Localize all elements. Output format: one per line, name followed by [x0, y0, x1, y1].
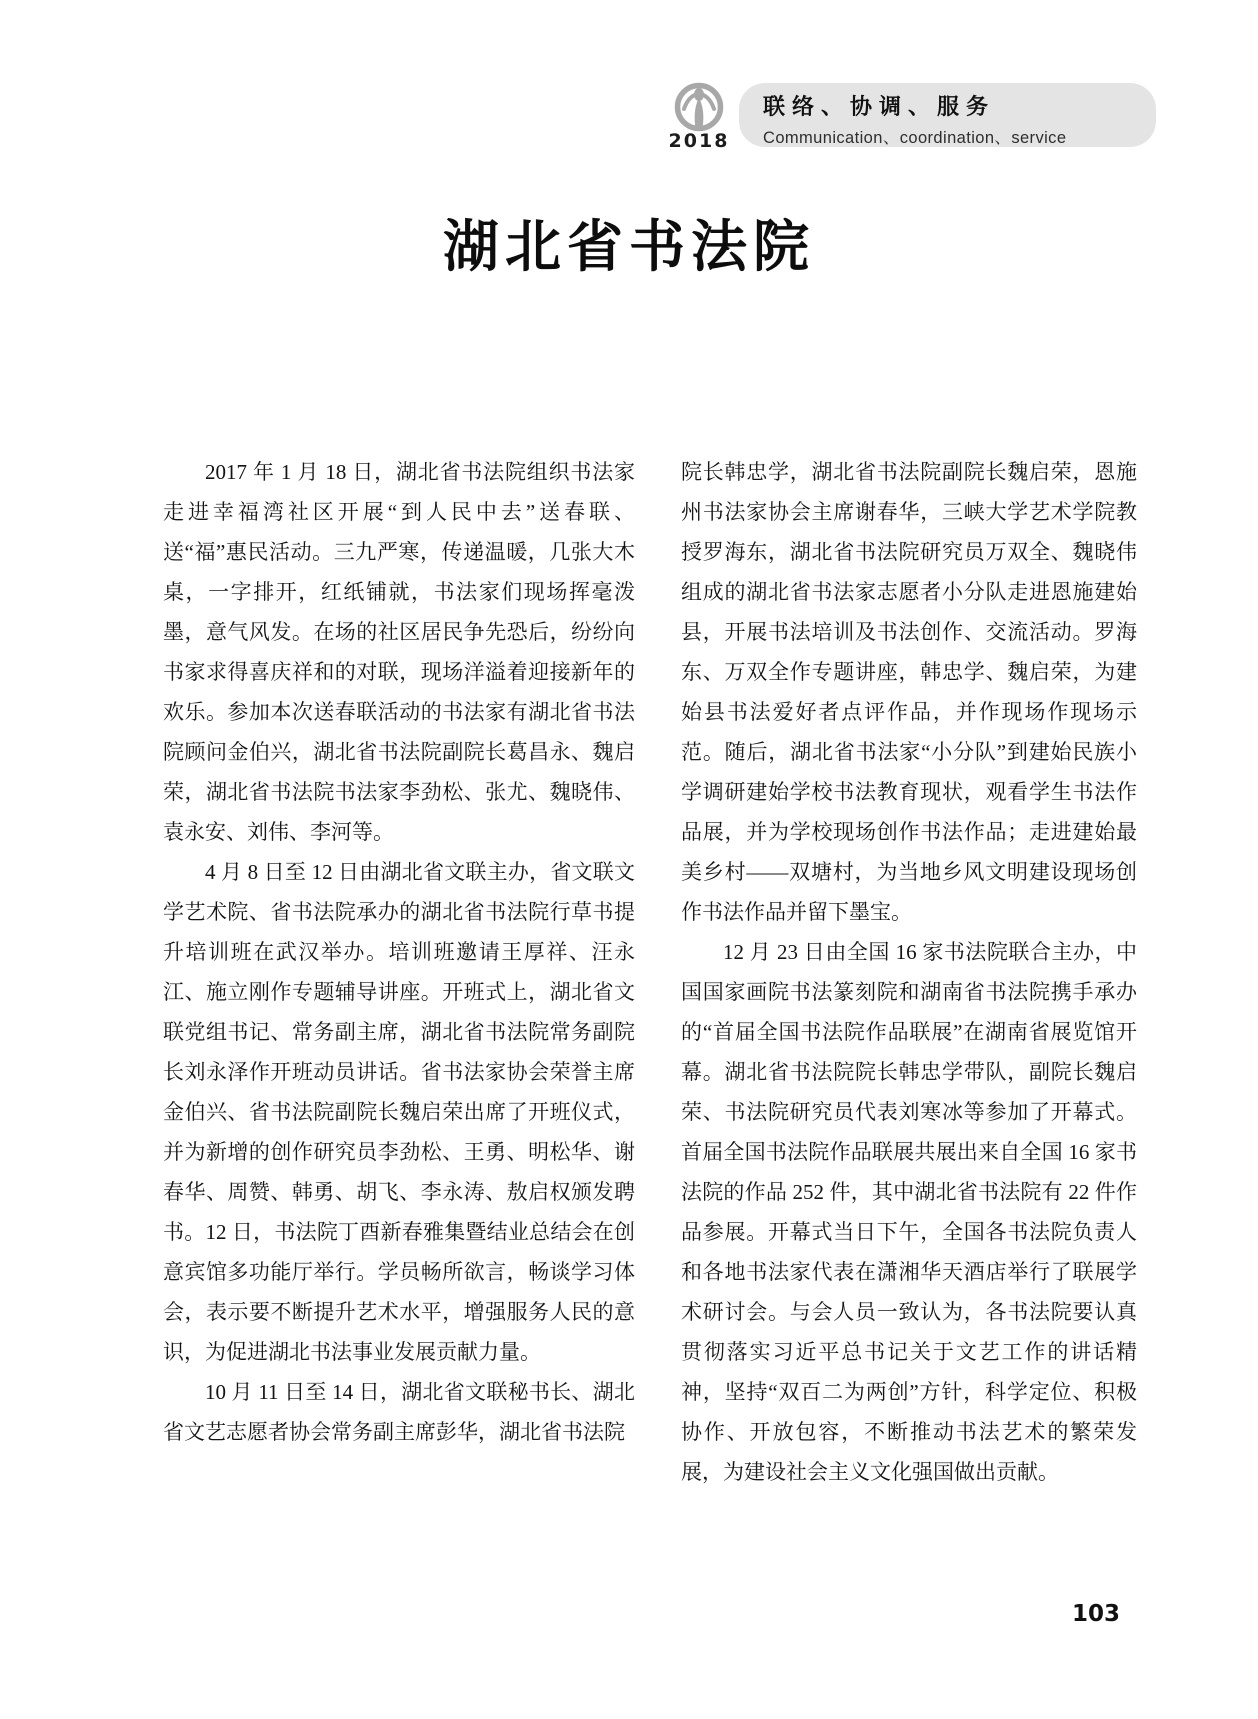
- edition-year: 2018: [668, 130, 730, 152]
- paragraph: 4 月 8 日至 12 日由湖北省文联主办，省文联文学艺术院、省书法院承办的湖北省书法院行草书提升培训班在武汉举办。培训班邀请王厚祥、汪永江、施立刚作专题辅导讲座。开班式上，湖北省文联党组书记、常务副主席，湖北省书法院常务副院长刘永泽作开班动员讲话。省书法家协会荣誉主席金伯兴、省书法院副院长魏启荣出席了开班仪式，并为新增的创作研究员李劲松、王勇、明松华、谢春华、周赞、韩勇、胡飞、李永涛、敖启权颁发聘书。12 日，书法院丁酉新春雅集暨结业总结会在创意宾馆多功能厅举行。学员畅所欲言，畅谈学习体会，表示要不断提升艺术水平，增强服务人民的意识，为促进湖北书法事业发展贡献力量。: [163, 860, 635, 1364]
- chapter-banner: [739, 83, 1156, 147]
- page-number: 103: [1071, 1601, 1120, 1627]
- article-left-column: [163, 452, 635, 1452]
- chapter-title-en: Communication、coordination、service: [763, 129, 1067, 147]
- paragraph: 12 月 23 日由全国 16 家书法院联合主办，中国国家画院书法篆刻院和湖南省书法院携手承办的“首届全国书法院作品联展”在湖南省展览馆开幕。湖北省书法院院长韩忠学带队，副院长魏启荣、书法院研究员代表刘寒冰等参加了开幕式。首届全国书法院作品联展共展出来自全国 16 家书法院的作品 252 件，其中湖北省书法院有 22 件作品参展。开幕式当日下午，全国各书法院负责人和各地书法家代表在潇湘华天酒店举行了联展学术研讨会。与会人员一致认为，各书法院要认真贯彻落实习近平总书记关于文艺工作的讲话精神，坚持“双百二为两创”方针，科学定位、积极协作、开放包容，不断推动书法艺术的繁荣发展，为建设社会主义文化强国做出贡献。: [681, 940, 1137, 1484]
- cflac-emblem-icon: [674, 82, 724, 134]
- paragraph: 10 月 11 日至 14 日，湖北省文联秘书长、湖北省文艺志愿者协会常务副主席彭华，湖北省书法院: [163, 1380, 635, 1444]
- paragraph: 2017 年 1 月 18 日，湖北省书法院组织书法家走进幸福湾社区开展“到人民中去”送春联、送“福”惠民活动。三九严寒，传递温暖，几张大木桌，一字排开，红纸铺就，书法家们现场挥毫泼墨，意气风发。在场的社区居民争先恐后，纷纷向书家求得喜庆祥和的对联，现场洋溢着迎接新年的欢乐。参加本次送春联活动的书法家有湖北省书法院顾问金伯兴，湖北省书法院副院长葛昌永、魏启荣，湖北省书法院书法家李劲松、张尤、魏晓伟、袁永安、刘伟、李河等。: [163, 460, 635, 844]
- paragraph-continuation: 院长韩忠学，湖北省书法院副院长魏启荣，恩施州书法家协会主席谢春华，三峡大学艺术学院教授罗海东，湖北省书法院研究员万双全、魏晓伟组成的湖北省书法家志愿者小分队走进恩施建始县，开展书法培训及书法创作、交流活动。罗海东、万双全作专题讲座，韩忠学、魏启荣，为建始县书法爱好者点评作品，并作现场作现场示范。随后，湖北省书法家“小分队”到建始民族小学调研建始学校书法教育现状，观看学生书法作品展，并为学校现场创作书法作品；走进建始最美乡村——双塘村，为当地乡风文明建设现场创作书法作品并留下墨宝。: [681, 460, 1137, 924]
- chapter-title-zh: 联络、协调、服务: [763, 95, 996, 120]
- page-title: 湖北省书法院: [443, 214, 815, 280]
- article-right-column: [681, 452, 1137, 1492]
